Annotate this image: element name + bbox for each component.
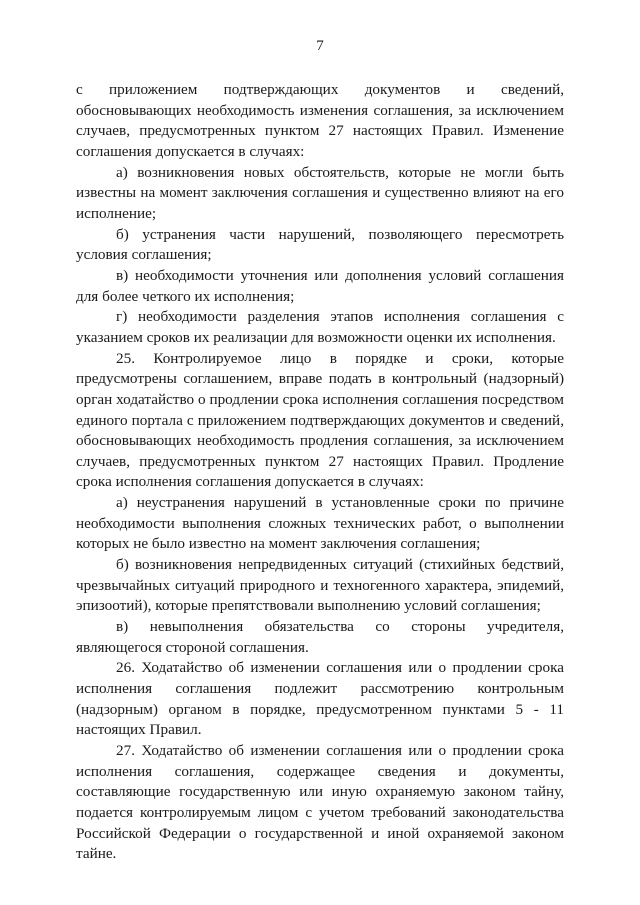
page-number: 7 — [316, 38, 324, 54]
clause-27: 27. Ходатайство об изменении соглашения или о продлении срока исполнения соглашения, содержащее сведения и документы, составляющие государственную или иную охраняемую законом тайну, подается контролируемым лицом с учетом требований законодательства Российской Федерации о государственной и иной охраняемой законом тайне. — [76, 742, 564, 863]
list-item-a: а) неустранения нарушений в установленные сроки по причине необходимости выполнения сложных технических работ, о выполнении которых не было известно на момент заключения соглашения; — [76, 494, 564, 553]
list-item-b: б) возникновения непредвиденных ситуаций (стихийных бедствий, чрезвычайных ситуаций природного и техногенного характера, эпидемий, эпизоотий), которые препятствовали выполнению условий соглашения; — [76, 556, 564, 615]
list-item-a: а) возникновения новых обстоятельств, которые не могли быть известны на момент заключения соглашения и существенно влияют на его исполнение; — [76, 163, 564, 222]
list-item-v: в) необходимости уточнения или дополнения условий соглашения для более четкого их исполнения; — [76, 266, 564, 305]
document-body — [76, 80, 564, 865]
list-item-v: в) невыполнения обязательства со стороны учредителя, являющегося стороной соглашения. — [76, 618, 564, 656]
clause-25: 25. Контролируемое лицо в порядке и сроки, которые предусмотрены соглашением, вправе подать в контрольный (надзорный) орган ходатайство о продлении срока исполнения соглашения посредством единого портала с приложением подтверждающих документов и сведений, обосновывающих необходимость продления соглашения, за исключением случаев, предусмотренных пунктом 27 настоящих Правил. Продление срока исполнения соглашения допускается в случаях: — [76, 349, 564, 491]
list-item-b: б) устранения части нарушений, позволяющего пересмотреть условия соглашения; — [76, 225, 564, 264]
clause-26: 26. Ходатайство об изменении соглашения или о продлении срока исполнения соглашения подлежит рассмотрению контрольным (надзорным) органом в порядке, предусмотренном пунктами 5 - 11 настоящих Правил. — [76, 659, 564, 739]
list-item-g: г) необходимости разделения этапов исполнения соглашения с указанием сроков их реализации для возможности оценки их исполнения. — [76, 308, 564, 346]
paragraph-continuation: с приложением подтверждающих документов и сведений, обосновывающих необходимость изменения соглашения, за исключением случаев, предусмотренных пунктом 27 настоящих Правил. Изменение соглашения допускается в случаях: — [76, 81, 564, 160]
